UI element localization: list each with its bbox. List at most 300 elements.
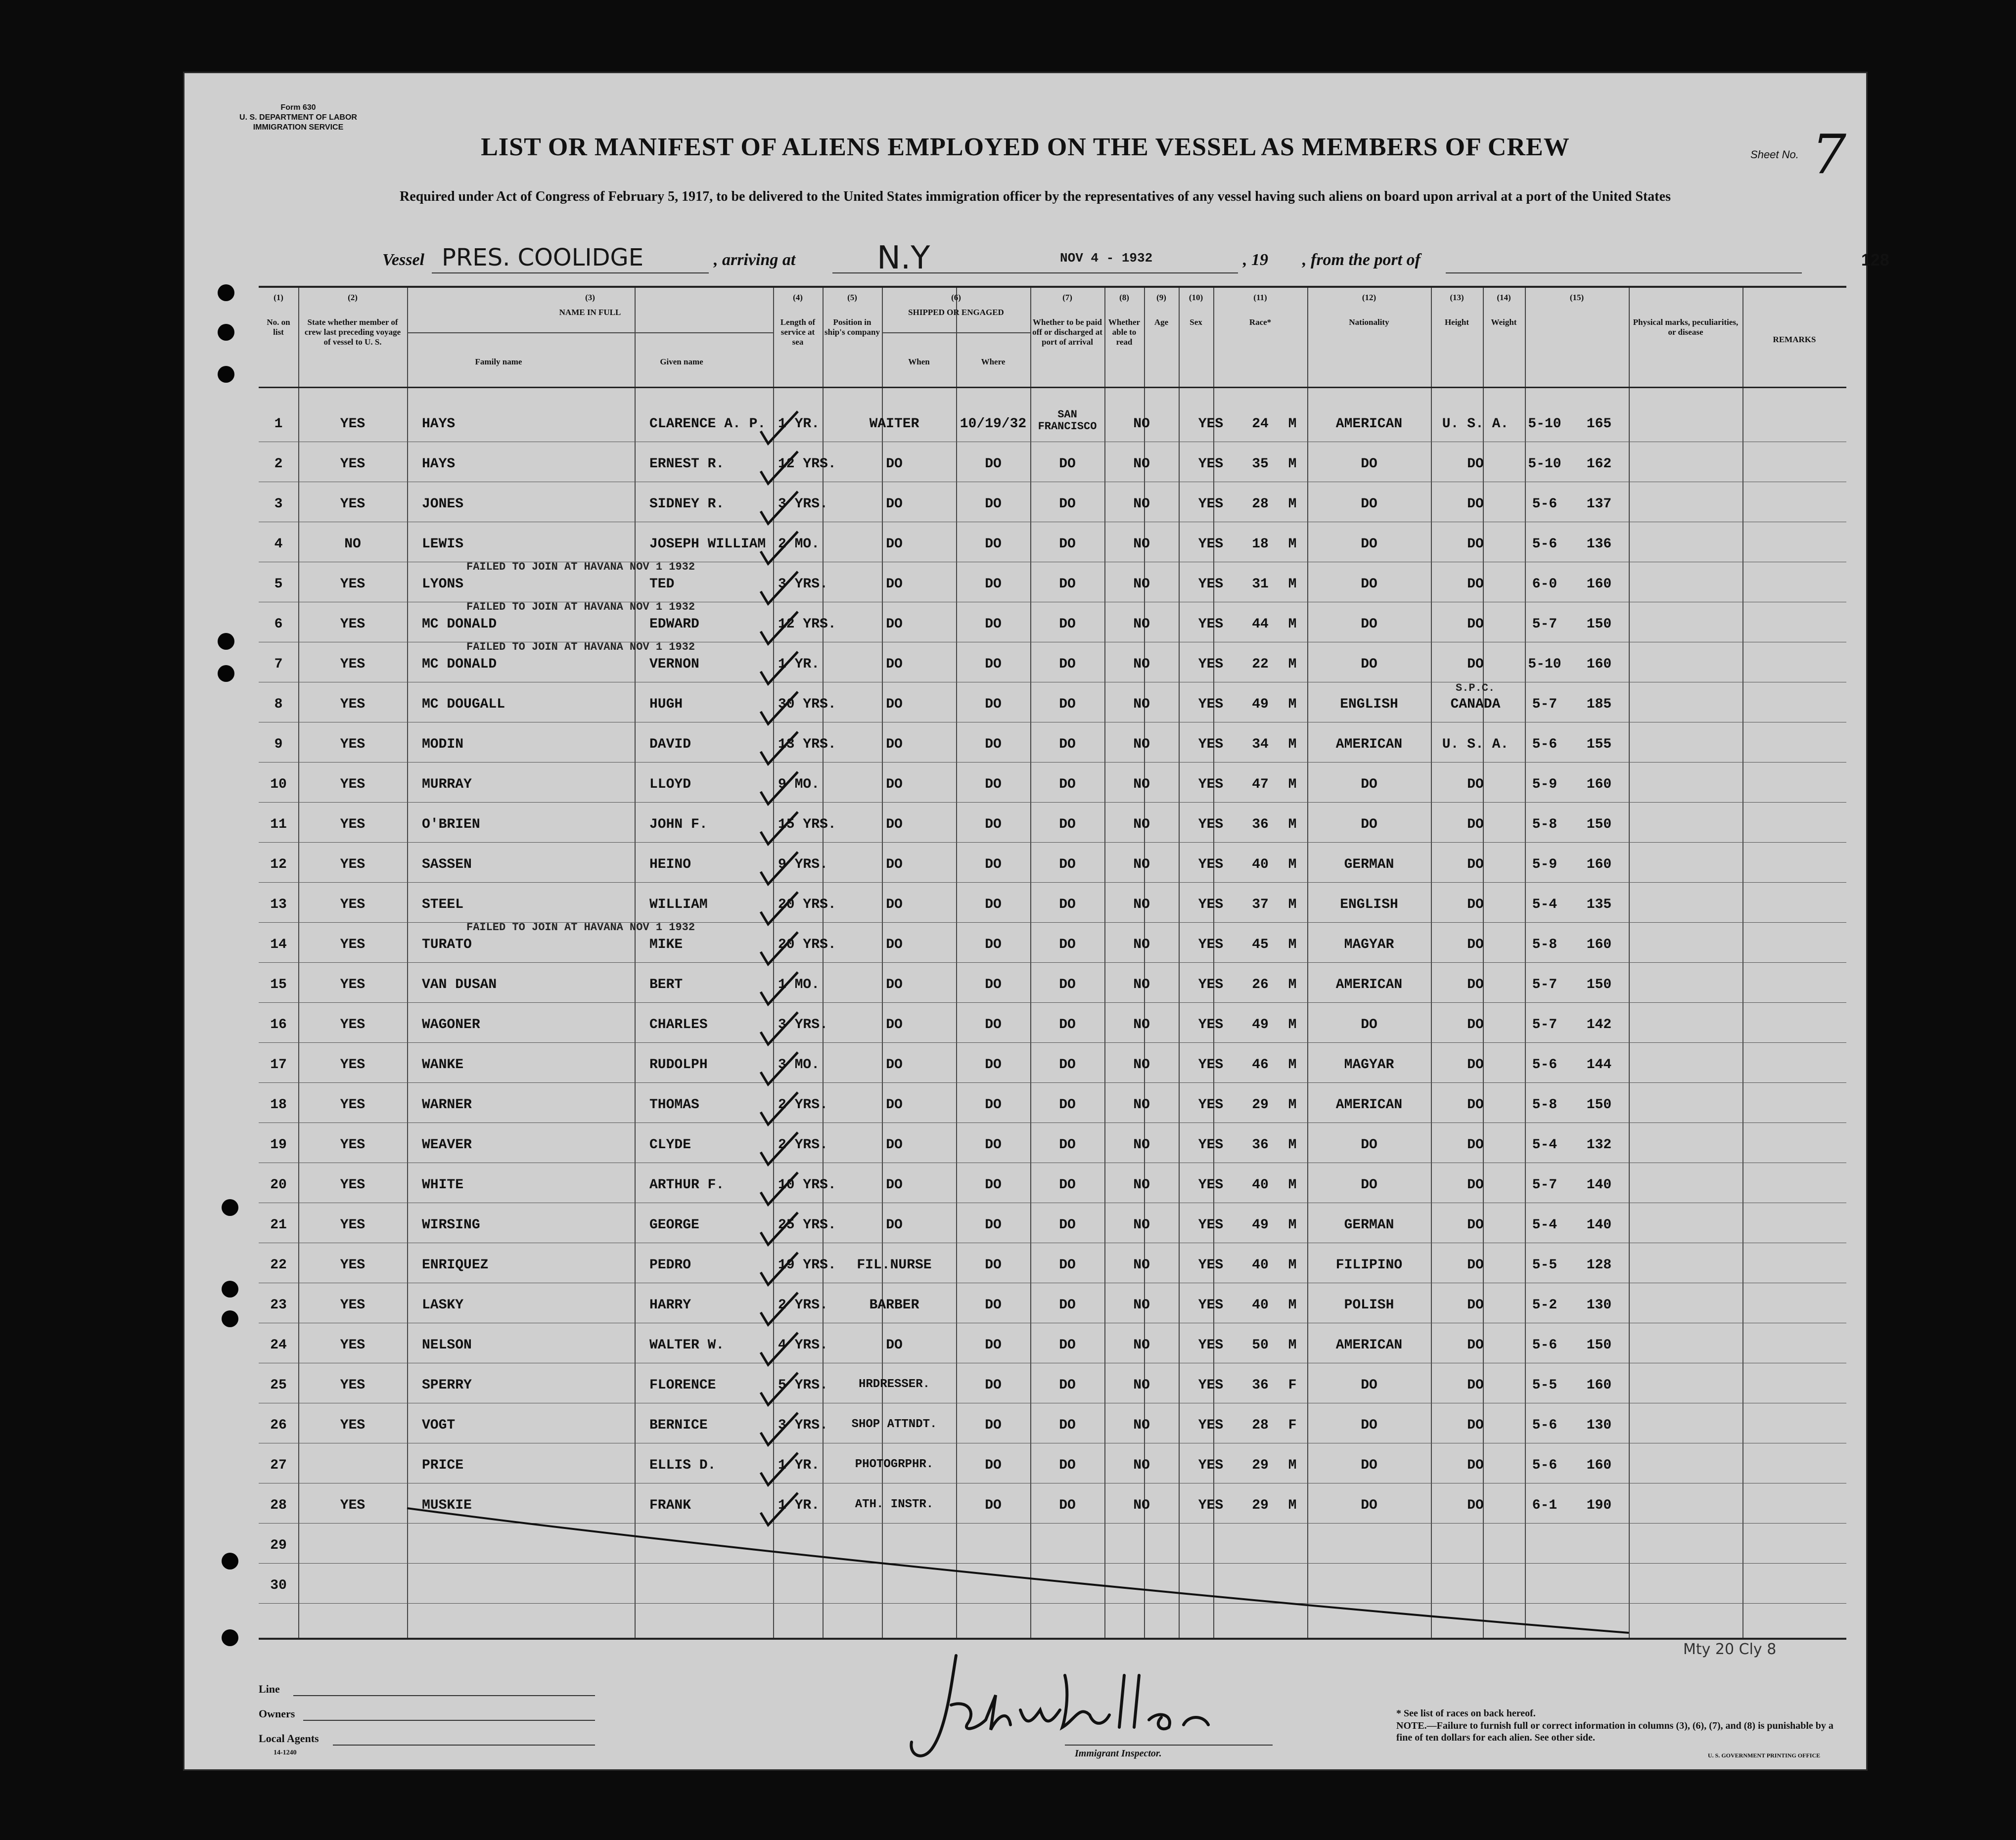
cell-position: DO <box>886 617 903 632</box>
cell-read: YES <box>1198 817 1224 832</box>
cell-family: LYONS <box>422 577 464 592</box>
cell-sex: M <box>1288 1298 1297 1313</box>
cell-position: DO <box>886 1017 903 1032</box>
cell-service: 20 YRS. <box>778 897 836 912</box>
cell-member: YES <box>340 777 366 792</box>
cell-paid: NO <box>1133 1097 1150 1113</box>
line-label: Line <box>259 1683 280 1695</box>
column-header: No. on list <box>267 317 290 337</box>
cell-member: YES <box>340 1418 366 1433</box>
cell-paid: NO <box>1133 416 1150 432</box>
row-number: 8 <box>274 697 283 712</box>
cell-paid: NO <box>1133 777 1150 792</box>
punch-hole <box>218 665 234 682</box>
row-number: 15 <box>270 977 287 992</box>
cell-weight: 160 <box>1586 577 1612 592</box>
cell-member: YES <box>340 456 366 472</box>
cell-race: MAGYAR <box>1344 1057 1394 1073</box>
cell-position: DO <box>886 657 903 672</box>
cell-member: YES <box>340 817 366 832</box>
cell-family: VAN DUSAN <box>422 977 497 992</box>
cell-service: 2 YRS. <box>778 1097 828 1113</box>
cell-nationality: DO <box>1467 1017 1484 1032</box>
cell-where: SAN FRANCISCO <box>1038 408 1097 433</box>
cell-read: YES <box>1198 1458 1224 1473</box>
cell-given: BERNICE <box>649 1418 708 1433</box>
column-header: Length of service at sea <box>780 317 816 347</box>
cell-weight: 160 <box>1586 937 1612 952</box>
cell-family: HAYS <box>422 416 456 432</box>
cell-paid: NO <box>1133 697 1150 712</box>
cell-position: DO <box>886 697 903 712</box>
cell-age: 50 <box>1252 1338 1269 1353</box>
cell-service: 1 YR. <box>778 1458 820 1473</box>
punch-hole <box>218 366 234 383</box>
cell-position: DO <box>886 456 903 472</box>
cell-position: DO <box>886 1177 903 1193</box>
cell-position: SHOP ATTNDT. <box>851 1418 937 1431</box>
column-number: (7) <box>1062 293 1072 302</box>
cell-race: DO <box>1361 1137 1377 1153</box>
cell-given: ERNEST R. <box>649 456 725 472</box>
sheet-label: Sheet No. <box>1750 148 1799 161</box>
cell-read: YES <box>1198 1177 1224 1193</box>
cell-weight: 136 <box>1586 537 1612 552</box>
cell-read: YES <box>1198 496 1224 512</box>
cell-when: DO <box>985 1057 1002 1073</box>
margin-note: Mty 20 Cly 8 <box>1683 1641 1777 1658</box>
punch-hole <box>222 1629 238 1646</box>
cell-when: DO <box>985 1378 1002 1393</box>
column-header: NAME IN FULL <box>559 308 621 317</box>
cell-service: 19 YRS. <box>778 1257 836 1273</box>
cell-where: DO <box>1059 1097 1076 1113</box>
cell-given: HEINO <box>649 857 691 872</box>
cell-height: 5-6 <box>1532 737 1558 752</box>
races-note: * See list of races on back hereof. <box>1396 1708 1536 1719</box>
cell-given: HARRY <box>649 1298 691 1313</box>
end-of-list-line <box>407 1508 1629 1633</box>
row-number: 3 <box>274 496 283 512</box>
cell-paid: NO <box>1133 1298 1150 1313</box>
cell-family: NELSON <box>422 1338 472 1353</box>
cell-race: DO <box>1361 577 1377 592</box>
column-header: Race* <box>1249 317 1272 327</box>
cell-nationality: DO <box>1467 617 1484 632</box>
cell-position: DO <box>886 577 903 592</box>
cell-weight: 150 <box>1586 1338 1612 1353</box>
cell-family: MC DOUGALL <box>422 697 505 712</box>
cell-position: BARBER <box>869 1298 919 1313</box>
cell-sex: M <box>1288 1057 1297 1073</box>
form-subtitle: Required under Act of Congress of February 5, 1917, to be delivered to the United States immigration officer by the representatives of any vessel having such aliens on board upon arrival at a port of the United States <box>400 189 1671 204</box>
cell-sex: M <box>1288 617 1297 632</box>
cell-service: 3 YRS. <box>778 577 828 592</box>
cell-nationality: DO <box>1467 1418 1484 1433</box>
column-header: REMARKS <box>1773 335 1816 344</box>
cell-race: MAGYAR <box>1344 937 1394 952</box>
cell-nationality: U. S. A. <box>1442 737 1509 752</box>
cell-sex: M <box>1288 1458 1297 1473</box>
cell-when: DO <box>985 1217 1002 1233</box>
cell-position: DO <box>886 737 903 752</box>
check-mark <box>761 1373 798 1405</box>
cell-family: MC DONALD <box>422 617 497 632</box>
cell-member: YES <box>340 416 366 432</box>
cell-race: DO <box>1361 537 1377 552</box>
cell-race: POLISH <box>1344 1298 1394 1313</box>
cell-race: FILIPINO <box>1335 1257 1403 1273</box>
column-number: (10) <box>1189 293 1203 302</box>
check-mark <box>761 892 798 924</box>
cell-sex: M <box>1288 777 1297 792</box>
cell-race: DO <box>1361 817 1377 832</box>
vessel-line <box>214 240 1889 278</box>
service-name: IMMIGRATION SERVICE <box>253 123 344 132</box>
cell-member: YES <box>340 1298 366 1313</box>
cell-member: YES <box>340 1017 366 1032</box>
cell-given: FRANK <box>649 1498 691 1513</box>
cell-height: 5-7 <box>1532 977 1558 992</box>
check-mark <box>761 1052 798 1084</box>
cell-when: 10/19/32 <box>960 416 1027 432</box>
vessel-name: PRES. COOLIDGE <box>442 244 644 271</box>
column-number: (6) <box>951 293 961 302</box>
row-number: 12 <box>270 857 287 872</box>
cell-race: DO <box>1361 657 1377 672</box>
cell-race: DO <box>1361 617 1377 632</box>
row-number: 26 <box>270 1418 287 1433</box>
cell-member: YES <box>340 1257 366 1273</box>
cell-family: LASKY <box>422 1298 464 1313</box>
cell-read: YES <box>1198 937 1224 952</box>
cell-read: YES <box>1198 456 1224 472</box>
cell-member: YES <box>340 1137 366 1153</box>
cell-position: FIL.NURSE <box>857 1257 932 1273</box>
cell-weight: 185 <box>1586 697 1612 712</box>
cell-where: DO <box>1059 1338 1076 1353</box>
cell-member: YES <box>340 977 366 992</box>
cell-weight: 132 <box>1586 1137 1612 1153</box>
cell-member: YES <box>340 657 366 672</box>
page-stamp: 128 <box>1861 251 1889 269</box>
cell-member: YES <box>340 496 366 512</box>
cell-weight: 144 <box>1586 1057 1612 1073</box>
column-number: (3) <box>585 293 595 302</box>
cell-given: CHARLES <box>649 1017 708 1032</box>
cell-family: WEAVER <box>422 1137 472 1153</box>
failed-to-join-note: FAILED TO JOIN AT HAVANA NOV 1 1932 <box>466 641 695 653</box>
cell-given: WALTER W. <box>649 1338 725 1353</box>
cell-position: HRDRESSER. <box>858 1378 930 1391</box>
cell-read: YES <box>1198 617 1224 632</box>
cell-sex: M <box>1288 1097 1297 1113</box>
cell-age: 22 <box>1252 657 1269 672</box>
cell-age: 29 <box>1252 1458 1269 1473</box>
check-mark <box>761 1132 798 1165</box>
row-number: 5 <box>274 577 283 592</box>
cell-height: 5-7 <box>1532 617 1558 632</box>
cell-height: 5-6 <box>1532 1418 1558 1433</box>
cell-read: YES <box>1198 1057 1224 1073</box>
vessel-label: Vessel <box>382 251 424 269</box>
cell-read: YES <box>1198 1017 1224 1032</box>
cell-family: WARNER <box>422 1097 472 1113</box>
arrival-date: NOV 4 - 1932 <box>1060 251 1153 266</box>
cell-age: 45 <box>1252 937 1269 952</box>
cell-service: 2 YRS. <box>778 1298 828 1313</box>
cell-service: 5 YRS. <box>778 1378 828 1393</box>
cell-given: WILLIAM <box>649 897 708 912</box>
cell-family: MURRAY <box>422 777 472 792</box>
cell-paid: NO <box>1133 496 1150 512</box>
cell-when: DO <box>985 1418 1002 1433</box>
check-mark <box>761 1253 798 1285</box>
check-mark <box>761 1413 798 1445</box>
check-mark <box>761 652 798 684</box>
column-number: (12) <box>1362 293 1376 302</box>
cell-given: THOMAS <box>649 1097 699 1113</box>
cell-age: 29 <box>1252 1498 1269 1513</box>
cell-height: 5-5 <box>1532 1378 1558 1393</box>
cell-where: DO <box>1059 777 1076 792</box>
cell-family: VOGT <box>422 1418 456 1433</box>
cell-sex: M <box>1288 697 1297 712</box>
check-mark <box>761 1493 798 1525</box>
check-mark <box>761 1172 798 1205</box>
cell-family: WHITE <box>422 1177 464 1193</box>
column-header: State whether member of crew last preceding voyage of vessel to U. S. <box>304 317 401 347</box>
cell-sex: M <box>1288 1217 1297 1233</box>
cell-given: TED <box>649 577 675 592</box>
cell-age: 49 <box>1252 1017 1269 1032</box>
check-mark <box>761 532 798 564</box>
row-number: 25 <box>270 1378 287 1393</box>
cell-race: DO <box>1361 1418 1377 1433</box>
cell-position: DO <box>886 1217 903 1233</box>
row-number: 10 <box>270 777 287 792</box>
column-number: (1) <box>274 293 283 302</box>
cell-nationality: DO <box>1467 657 1484 672</box>
cell-family: PRICE <box>422 1458 464 1473</box>
penalty-note: NOTE.—Failure to furnish full or correct information in columns (3), (6), (7), and (8) is punishable by a fine of ten dollars for each alien. See other side. <box>1396 1720 1833 1743</box>
row-number: 23 <box>270 1298 287 1313</box>
cell-when: DO <box>985 697 1002 712</box>
cell-service: 30 YRS. <box>778 697 836 712</box>
column-subheader: Where <box>981 357 1006 366</box>
column-number: (8) <box>1119 293 1129 302</box>
cell-paid: NO <box>1133 1017 1150 1032</box>
cell-read: YES <box>1198 1257 1224 1273</box>
cell-paid: NO <box>1133 1458 1150 1473</box>
cell-where: DO <box>1059 1177 1076 1193</box>
column-number: (14) <box>1497 293 1511 302</box>
cell-paid: NO <box>1133 1057 1150 1073</box>
cell-nationality: DO <box>1467 857 1484 872</box>
owners-label: Owners <box>259 1707 295 1720</box>
punch-hole <box>218 324 234 341</box>
cell-nationality: DO <box>1467 1298 1484 1313</box>
form-number: Form 630 <box>280 103 316 112</box>
row-number: 6 <box>274 617 283 632</box>
row-number: 29 <box>270 1538 287 1553</box>
column-header: Position in ship's company <box>825 317 880 337</box>
cell-height: 5-9 <box>1532 857 1558 872</box>
cell-weight: 190 <box>1586 1498 1612 1513</box>
check-mark <box>761 772 798 804</box>
cell-service: 1 YR. <box>778 657 820 672</box>
cell-weight: 130 <box>1586 1418 1612 1433</box>
cell-family: TURATO <box>422 937 472 952</box>
cell-race: GERMAN <box>1344 857 1394 872</box>
cell-age: 40 <box>1252 1177 1269 1193</box>
cell-weight: 150 <box>1586 817 1612 832</box>
cell-when: DO <box>985 1257 1002 1273</box>
cell-service: 3 YRS. <box>778 1017 828 1032</box>
cell-race: DO <box>1361 496 1377 512</box>
cell-member: YES <box>340 937 366 952</box>
cell-paid: NO <box>1133 817 1150 832</box>
cell-sex: F <box>1288 1378 1297 1393</box>
row-number: 19 <box>270 1137 287 1153</box>
cell-family: SPERRY <box>422 1378 472 1393</box>
cell-sex: M <box>1288 1498 1297 1513</box>
cell-age: 46 <box>1252 1057 1269 1073</box>
cell-position: ATH. INSTR. <box>855 1498 934 1511</box>
cell-nationality: DO <box>1467 537 1484 552</box>
cell-sex: M <box>1288 1257 1297 1273</box>
printer-note: U. S. GOVERNMENT PRINTING OFFICE <box>1708 1752 1821 1759</box>
check-mark <box>761 1453 798 1485</box>
cell-height: 5-4 <box>1532 1137 1558 1153</box>
cell-when: DO <box>985 977 1002 992</box>
cell-race: ENGLISH <box>1340 697 1398 712</box>
cell-where: DO <box>1059 897 1076 912</box>
column-subheader: Given name <box>660 357 703 366</box>
cell-position: DO <box>886 777 903 792</box>
check-mark <box>761 972 798 1004</box>
cell-weight: 160 <box>1586 857 1612 872</box>
cell-position: DO <box>886 1137 903 1153</box>
cell-age: 26 <box>1252 977 1269 992</box>
cell-paid: NO <box>1133 857 1150 872</box>
cell-paid: NO <box>1133 657 1150 672</box>
row-number: 21 <box>270 1217 287 1233</box>
cell-position: DO <box>886 1097 903 1113</box>
cell-where: DO <box>1059 1378 1076 1393</box>
cell-read: YES <box>1198 697 1224 712</box>
cell-read: YES <box>1198 1418 1224 1433</box>
cell-sex: M <box>1288 1137 1297 1153</box>
cell-sex: M <box>1288 416 1297 432</box>
cell-when: DO <box>985 537 1002 552</box>
cell-age: 34 <box>1252 737 1269 752</box>
cell-where: DO <box>1059 657 1076 672</box>
cell-given: HUGH <box>649 697 683 712</box>
cell-where: DO <box>1059 1458 1076 1473</box>
cell-member: YES <box>340 897 366 912</box>
cell-paid: NO <box>1133 1338 1150 1353</box>
form-code: 14-1240 <box>274 1749 297 1756</box>
cell-height: 5-6 <box>1532 1057 1558 1073</box>
cell-nationality: DO <box>1467 977 1484 992</box>
cell-family: MC DONALD <box>422 657 497 672</box>
cell-family: SASSEN <box>422 857 472 872</box>
cell-service: 12 YRS. <box>778 456 836 472</box>
cell-family: MUSKIE <box>422 1498 472 1513</box>
check-mark <box>761 932 798 964</box>
cell-read: YES <box>1198 1097 1224 1113</box>
cell-race: AMERICAN <box>1335 1338 1403 1353</box>
cell-nationality: DO <box>1467 456 1484 472</box>
cell-when: DO <box>985 1017 1002 1032</box>
cell-read: YES <box>1198 897 1224 912</box>
cell-family: ENRIQUEZ <box>422 1257 489 1273</box>
cell-read: YES <box>1198 657 1224 672</box>
cell-race: AMERICAN <box>1335 737 1403 752</box>
cell-weight: 155 <box>1586 737 1612 752</box>
column-header: Physical marks, peculiarities, or disease <box>1633 317 1739 337</box>
cell-age: 47 <box>1252 777 1269 792</box>
cell-paid: NO <box>1133 1257 1150 1273</box>
cell-race: DO <box>1361 1017 1377 1032</box>
cell-height: 5-5 <box>1532 1257 1558 1273</box>
cell-height: 5-6 <box>1532 537 1558 552</box>
cell-height: 5-10 <box>1528 416 1561 432</box>
cell-height: 5-4 <box>1532 897 1558 912</box>
cell-nationality: DO <box>1467 1498 1484 1513</box>
cell-read: YES <box>1198 1217 1224 1233</box>
column-header: Sex <box>1190 317 1202 327</box>
cell-sex: M <box>1288 897 1297 912</box>
cell-where: DO <box>1059 1257 1076 1273</box>
cell-read: YES <box>1198 737 1224 752</box>
cell-nationality: U. S. A. <box>1442 416 1509 432</box>
cell-position: DO <box>886 897 903 912</box>
cell-paid: NO <box>1133 1217 1150 1233</box>
row-number: 13 <box>270 897 287 912</box>
cell-family: STEEL <box>422 897 464 912</box>
from-port-label: , from the port of <box>1302 251 1420 269</box>
cell-nationality: DO <box>1467 1057 1484 1073</box>
cell-height: 5-6 <box>1532 496 1558 512</box>
cell-service: 2 YRS. <box>778 1137 828 1153</box>
cell-age: 35 <box>1252 456 1269 472</box>
cell-age: 36 <box>1252 1137 1269 1153</box>
cell-weight: 160 <box>1586 657 1612 672</box>
cell-given: LLOYD <box>649 777 691 792</box>
cell-nationality: DO <box>1467 937 1484 952</box>
cell-service: 3 YRS. <box>778 496 828 512</box>
column-header: Whether able to read <box>1108 317 1141 347</box>
cell-nationality: CANADA <box>1450 697 1501 712</box>
cell-family: WANKE <box>422 1057 464 1073</box>
cell-race: GERMAN <box>1344 1217 1394 1233</box>
cell-age: 28 <box>1252 496 1269 512</box>
crew-table <box>259 286 1846 1640</box>
cell-position: WAITER <box>869 416 919 432</box>
row-number: 7 <box>274 657 283 672</box>
cell-nationality: DO <box>1467 1137 1484 1153</box>
cell-height: 5-9 <box>1532 777 1558 792</box>
cell-race: AMERICAN <box>1335 977 1403 992</box>
check-mark <box>761 492 798 524</box>
cell-paid: NO <box>1133 737 1150 752</box>
cell-service: 3 MO. <box>778 1057 820 1073</box>
cell-position: DO <box>886 857 903 872</box>
cell-age: 18 <box>1252 537 1269 552</box>
cell-sex: M <box>1288 456 1297 472</box>
